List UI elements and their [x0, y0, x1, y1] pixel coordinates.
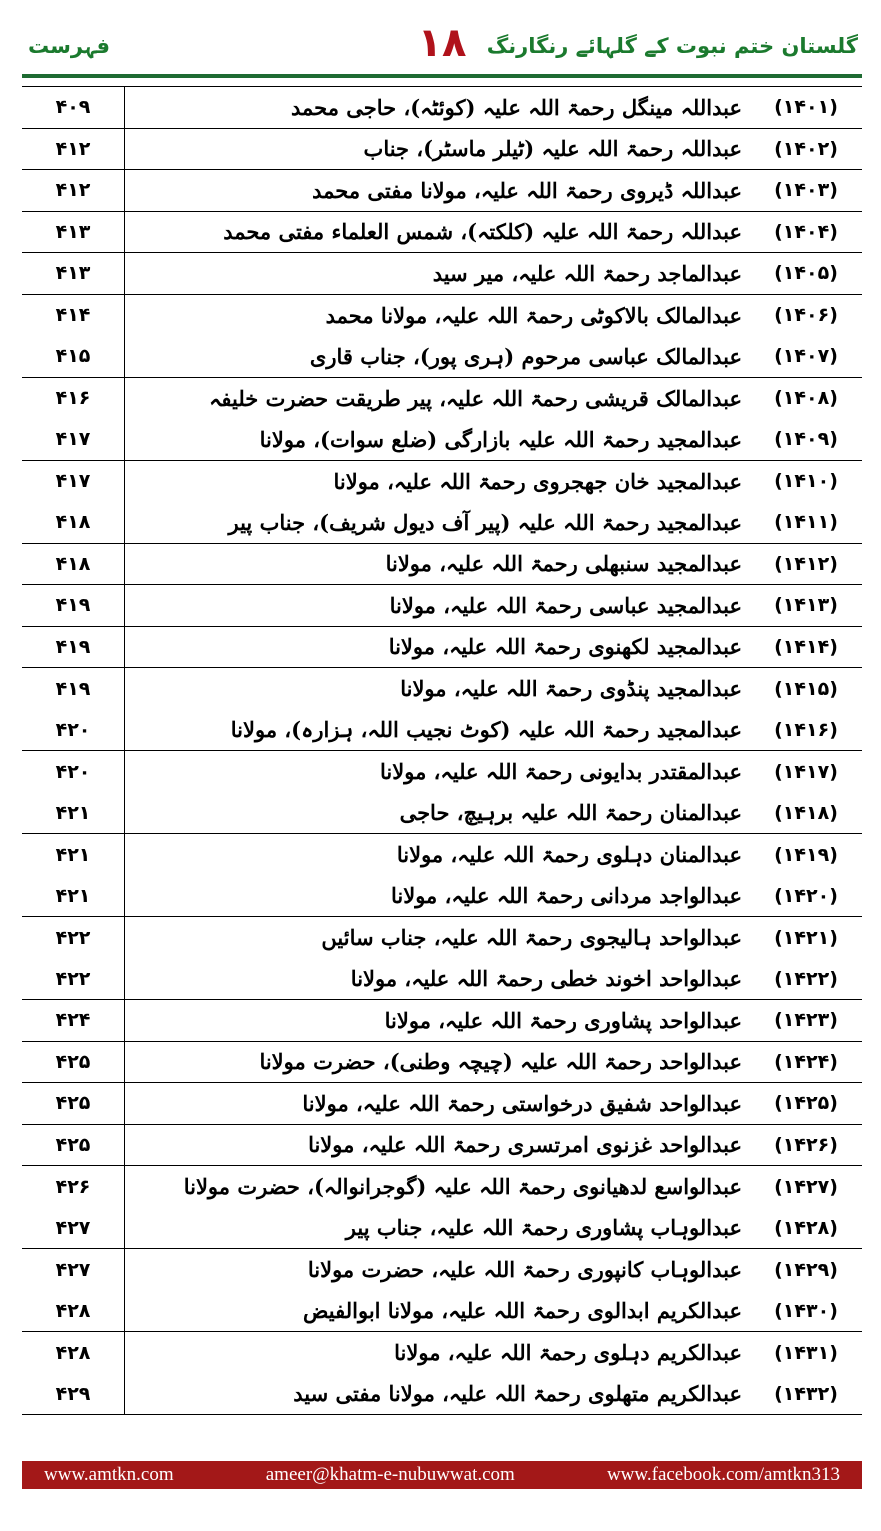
- toc-page-number: ۴۱۳: [22, 211, 125, 253]
- footer-email-link[interactable]: ameer@khatm-e-nubuwwat.com: [265, 1464, 515, 1485]
- toc-page-number: ۴۱۲: [22, 128, 125, 170]
- toc-entry-number: (۱۴۱۴): [750, 626, 862, 668]
- toc-entry-title[interactable]: عبدالمجید رحمۃ اللہ علیہ (کوٹ نجیب اللہ، ہزارہ)، مولانا: [230, 717, 742, 742]
- toc-entry-title[interactable]: عبدالمجید عباسی رحمۃ اللہ علیہ، مولانا: [125, 585, 751, 627]
- toc-page-number: ۴۱۶: [22, 377, 125, 419]
- toc-page-number: ۴۲۵: [22, 1124, 125, 1166]
- toc-entry-title[interactable]: عبدالواسع لدھیانوی رحمۃ اللہ علیہ (گوجرانوالہ)، حضرت مولانا: [125, 1166, 751, 1208]
- header-divider: [22, 74, 862, 78]
- toc-row[interactable]: [22, 128, 862, 170]
- contents-table: [22, 86, 862, 1415]
- toc-page-number: ۴۲۱: [22, 792, 125, 834]
- toc-page-number: ۴۲۶: [22, 1166, 125, 1208]
- toc-page-number: ۴۱۹: [22, 585, 125, 627]
- toc-row[interactable]: [22, 585, 862, 627]
- toc-row[interactable]: [22, 170, 862, 212]
- toc-page-number: ۴۲۸: [22, 1290, 125, 1332]
- toc-entry-number: (۱۴۱۲): [750, 543, 862, 585]
- toc-page-number: ۴۲۷: [22, 1249, 125, 1291]
- toc-entry-title[interactable]: عبدالواحد شفیق درخواستی رحمۃ اللہ علیہ، مولانا: [125, 1083, 751, 1125]
- toc-entry-number: (۱۴۱۰): [750, 460, 862, 502]
- toc-entry-title[interactable]: عبدالواحد اخوند خطی رحمۃ اللہ علیہ، مولانا: [350, 966, 742, 991]
- toc-row[interactable]: [22, 1373, 862, 1415]
- toc-entry-title[interactable]: عبدالوہاب کانپوری رحمۃ اللہ علیہ، حضرت مولانا: [125, 1249, 751, 1291]
- toc-entry-number: (۱۴۲۰): [774, 884, 838, 907]
- toc-page-number: ۴۲۵: [22, 1083, 125, 1125]
- toc-entry-number: (۱۴۳۲): [750, 1373, 862, 1415]
- toc-entry-number: (۱۴۲۱): [750, 917, 862, 959]
- toc-page-number: ۴۲۱: [22, 875, 125, 917]
- toc-entry-title[interactable]: عبدالکریم ابدالوی رحمۃ اللہ علیہ، مولانا ابوالفیض: [303, 1298, 742, 1323]
- toc-page-number: ۴۲۲: [22, 958, 125, 1000]
- toc-entry-number: (۱۴۱۶): [774, 718, 838, 741]
- toc-page-number: ۴۰۹: [22, 87, 125, 129]
- toc-entry-title[interactable]: عبدالمالک عباسی مرحوم (ہری پور)، جناب قاری: [309, 343, 742, 369]
- toc-row[interactable]: [22, 626, 862, 668]
- toc-row[interactable]: [22, 1207, 862, 1249]
- toc-row[interactable]: [22, 1000, 862, 1042]
- toc-entry-number: (۱۴۱۵): [750, 668, 862, 710]
- toc-entry-number: (۱۴۲۴): [750, 1041, 862, 1083]
- toc-entry-number: (۱۴۱۳): [750, 585, 862, 627]
- toc-row[interactable]: [22, 1249, 862, 1291]
- footer-website-link[interactable]: www.amtkn.com: [44, 1464, 174, 1485]
- toc-entry-number: (۱۴۱۱): [774, 511, 838, 533]
- toc-entry-title[interactable]: عبدالواحد غزنوی امرتسری رحمۃ اللہ علیہ، مولانا: [125, 1124, 751, 1166]
- toc-row[interactable]: [22, 1332, 862, 1374]
- toc-page-number: ۴۲۹: [22, 1373, 125, 1415]
- toc-entry-title[interactable]: عبدالواحد ہالیجوی رحمۃ اللہ علیہ، جناب سائیں: [125, 917, 751, 959]
- toc-row[interactable]: [22, 419, 862, 461]
- toc-entry-title[interactable]: عبدالمجید رحمۃ اللہ علیہ (پیر آف دیول شریف)، جناب پیر: [228, 509, 742, 535]
- toc-entry-number: (۱۴۰۲): [750, 128, 862, 170]
- toc-row[interactable]: [22, 1124, 862, 1166]
- toc-entry-title[interactable]: عبدالمجید لکھنوی رحمۃ اللہ علیہ، مولانا: [125, 626, 751, 668]
- toc-row[interactable]: [22, 253, 862, 295]
- toc-page-number: ۴۲۲: [22, 917, 125, 959]
- toc-entry-title[interactable]: عبدالکریم دہلوی رحمۃ اللہ علیہ، مولانا: [125, 1332, 751, 1374]
- toc-entry-title[interactable]: عبدالوہاب پشاوری رحمۃ اللہ علیہ، جناب پیر: [345, 1215, 742, 1240]
- toc-page-number: ۴۱۹: [22, 668, 125, 710]
- toc-entry-number: (۱۴۰۹): [774, 428, 838, 450]
- toc-row[interactable]: [22, 834, 862, 876]
- page-header: [22, 18, 862, 70]
- toc-page-number: ۴۲۴: [22, 1000, 125, 1042]
- toc-entry-title[interactable]: عبداللہ رحمۃ اللہ علیہ (ٹیلر ماسٹر)، جناب: [125, 128, 751, 170]
- book-title: گلستان ختم نبوت کے گلہائے رنگارنگ: [486, 34, 858, 58]
- toc-entry-number: (۱۴۲۲): [774, 967, 838, 990]
- toc-row[interactable]: [22, 709, 862, 751]
- toc-page-number: ۴۲۷: [22, 1207, 125, 1249]
- toc-row[interactable]: [22, 917, 862, 959]
- toc-entry-number: (۱۴۲۵): [750, 1083, 862, 1125]
- toc-entry-number: (۱۴۰۴): [750, 211, 862, 253]
- toc-row[interactable]: [22, 294, 862, 336]
- toc-entry-number: (۱۴۱۸): [774, 801, 838, 824]
- toc-row[interactable]: [22, 460, 862, 502]
- toc-entry-number: (۱۴۱۹): [750, 834, 862, 876]
- toc-page-number: ۴۱۴: [22, 294, 125, 336]
- toc-page-number: ۴۱۲: [22, 170, 125, 212]
- toc-row[interactable]: [22, 875, 862, 917]
- toc-entry-title[interactable]: عبدالمجید خان جھجروی رحمۃ اللہ علیہ، مولانا: [125, 460, 751, 502]
- toc-row[interactable]: [22, 87, 862, 129]
- toc-entry-number: (۱۴۰۷): [774, 345, 838, 367]
- toc-entry-title[interactable]: عبدالمالک بالاکوٹی رحمۃ اللہ علیہ، مولانا محمد: [125, 294, 751, 336]
- toc-entry-number: (۱۴۰۸): [750, 377, 862, 419]
- toc-row[interactable]: [22, 792, 862, 834]
- toc-entry-number: (۱۴۲۷): [750, 1166, 862, 1208]
- toc-page-number: ۴۱۳: [22, 253, 125, 295]
- footer-facebook-link[interactable]: www.facebook.com/amtkn313: [606, 1464, 840, 1485]
- toc-page-number: ۴۲۱: [22, 834, 125, 876]
- toc-entry-number: (۱۴۲۶): [750, 1124, 862, 1166]
- toc-row[interactable]: [22, 377, 862, 419]
- toc-entry-title[interactable]: عبدالمنان دہلوی رحمۃ اللہ علیہ، مولانا: [125, 834, 751, 876]
- toc-entry-title[interactable]: عبدالماجد رحمۃ اللہ علیہ، میر سید: [125, 253, 751, 295]
- toc-row[interactable]: [22, 751, 862, 793]
- toc-entry-title[interactable]: عبداللہ مینگل رحمۃ اللہ علیہ (کوئٹہ)، حاجی محمد: [125, 87, 751, 129]
- toc-page-number: ۴۱۷: [22, 419, 125, 461]
- section-title: فہرست: [28, 34, 111, 58]
- toc-entry-number: (۱۴۰۱): [750, 87, 862, 129]
- toc-row[interactable]: [22, 1290, 862, 1332]
- toc-entry-title[interactable]: عبدالواحد رحمۃ اللہ علیہ (چیچہ وطنی)، حضرت مولانا: [125, 1041, 751, 1083]
- toc-entry-number: (۱۴۰۳): [750, 170, 862, 212]
- toc-row[interactable]: [22, 543, 862, 585]
- toc-entry-number: (۱۴۲۹): [750, 1249, 862, 1291]
- toc-page-number: ۴۱۸: [22, 543, 125, 585]
- toc-row[interactable]: [22, 1166, 862, 1208]
- toc-entry-number: (۱۴۱۷): [750, 751, 862, 793]
- toc-row[interactable]: [22, 211, 862, 253]
- toc-entry-number: (۱۴۲۸): [774, 1216, 838, 1239]
- toc-page-number: ۴۲۵: [22, 1041, 125, 1083]
- toc-entry-title[interactable]: عبدالمجید سنبھلی رحمۃ اللہ علیہ، مولانا: [125, 543, 751, 585]
- toc-entry-title[interactable]: عبداللہ ڈیروی رحمۃ اللہ علیہ، مولانا مفتی محمد: [125, 170, 751, 212]
- toc-page-number: ۴۲۰: [22, 751, 125, 793]
- toc-entry-title[interactable]: عبدالکریم متھلوی رحمۃ اللہ علیہ، مولانا مفتی سید: [125, 1373, 751, 1415]
- toc-entry-title[interactable]: عبدالمجید پنڈوی رحمۃ اللہ علیہ، مولانا: [125, 668, 751, 710]
- toc-row[interactable]: [22, 668, 862, 710]
- toc-entry-title[interactable]: عبدالمجید رحمۃ اللہ علیہ بازارگی (ضلع سوات)، مولانا: [259, 426, 742, 452]
- page-number: ۱۸: [417, 20, 467, 66]
- toc-row[interactable]: [22, 502, 862, 544]
- toc-entry-title[interactable]: عبداللہ رحمۃ اللہ علیہ (کلکتہ)، شمس العلماء مفتی محمد: [125, 211, 751, 253]
- toc-entry-title[interactable]: عبدالمنان رحمۃ اللہ علیہ برہیچ، حاجی: [399, 800, 742, 825]
- toc-page-number: ۴۱۸: [22, 502, 125, 544]
- toc-entry-title[interactable]: عبدالواجد مردانی رحمۃ اللہ علیہ، مولانا: [390, 883, 742, 908]
- toc-entry-number: (۱۴۲۳): [750, 1000, 862, 1042]
- toc-page-number: ۴۲۸: [22, 1332, 125, 1374]
- toc-page-number: ۴۱۵: [22, 336, 125, 378]
- toc-entry-number: (۱۴۳۰): [774, 1299, 838, 1322]
- toc-entry-title[interactable]: عبدالواحد پشاوری رحمۃ اللہ علیہ، مولانا: [125, 1000, 751, 1042]
- toc-entry-number: (۱۴۰۵): [750, 253, 862, 295]
- toc-page-number: ۴۲۰: [22, 709, 125, 751]
- toc-page-number: ۴۱۹: [22, 626, 125, 668]
- toc-entry-number: (۱۴۰۶): [750, 294, 862, 336]
- toc-row[interactable]: [22, 1083, 862, 1125]
- toc-row[interactable]: [22, 1041, 862, 1083]
- toc-row[interactable]: [22, 336, 862, 378]
- page-footer: [22, 1461, 862, 1489]
- toc-page-number: ۴۱۷: [22, 460, 125, 502]
- toc-row[interactable]: [22, 958, 862, 1000]
- toc-entry-title[interactable]: عبدالمالک قریشی رحمۃ اللہ علیہ، پیر طریقت حضرت خلیفہ: [125, 377, 751, 419]
- toc-entry-number: (۱۴۳۱): [750, 1332, 862, 1374]
- toc-entry-title[interactable]: عبدالمقتدر بدایونی رحمۃ اللہ علیہ، مولانا: [125, 751, 751, 793]
